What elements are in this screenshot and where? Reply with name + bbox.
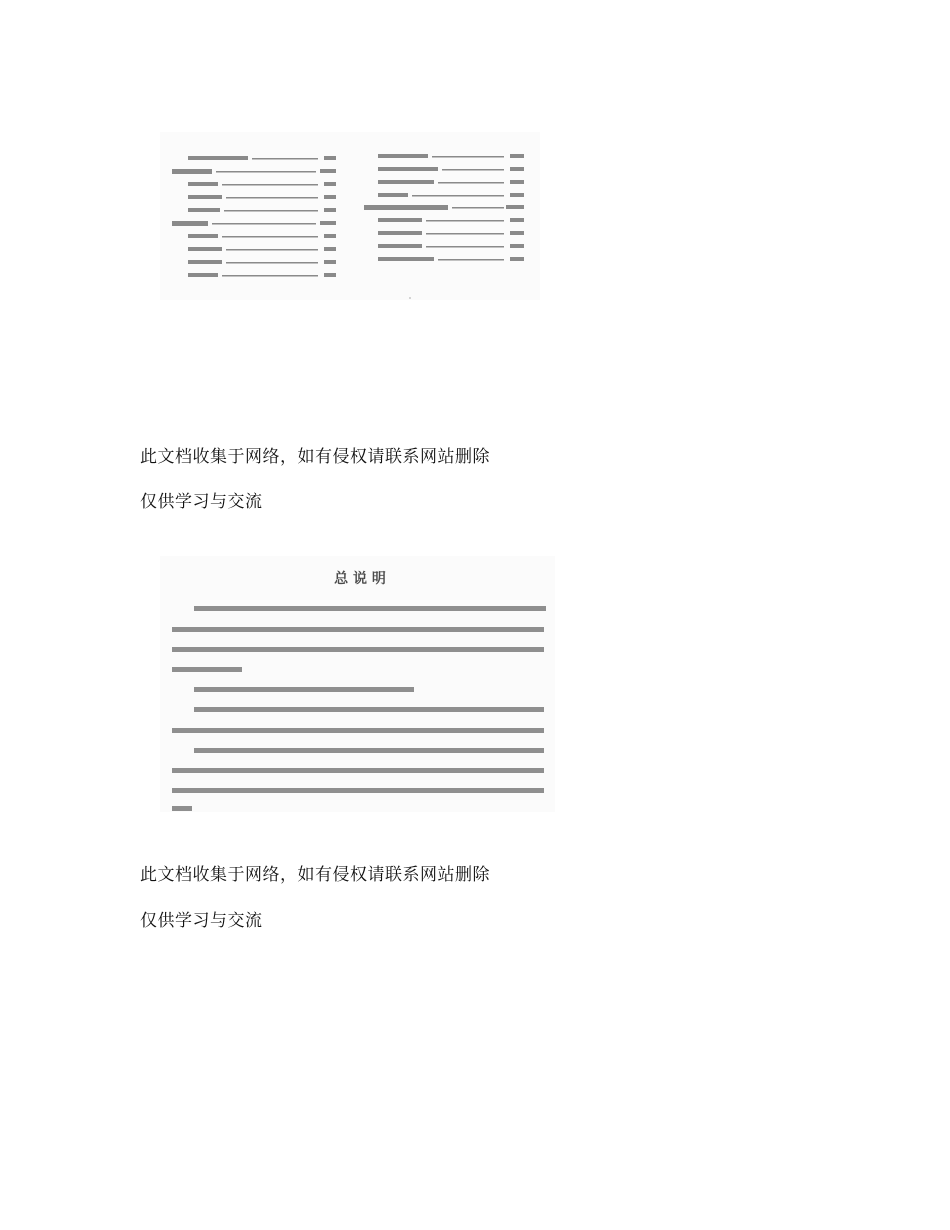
scanned-toc-image <box>160 132 540 300</box>
usage-notice: 仅供学习与交流 <box>140 492 263 512</box>
usage-notice: 仅供学习与交流 <box>140 911 263 931</box>
scanned-intro-image <box>160 556 555 812</box>
intro-scan-graphic <box>160 556 555 812</box>
scan-title: 总 说 明 <box>334 571 386 587</box>
copyright-notice: 此文档收集于网络，如有侵权请联系网站删除 <box>140 865 490 885</box>
copyright-notice: 此文档收集于网络，如有侵权请联系网站删除 <box>140 447 490 467</box>
toc-scan-graphic <box>160 132 540 300</box>
